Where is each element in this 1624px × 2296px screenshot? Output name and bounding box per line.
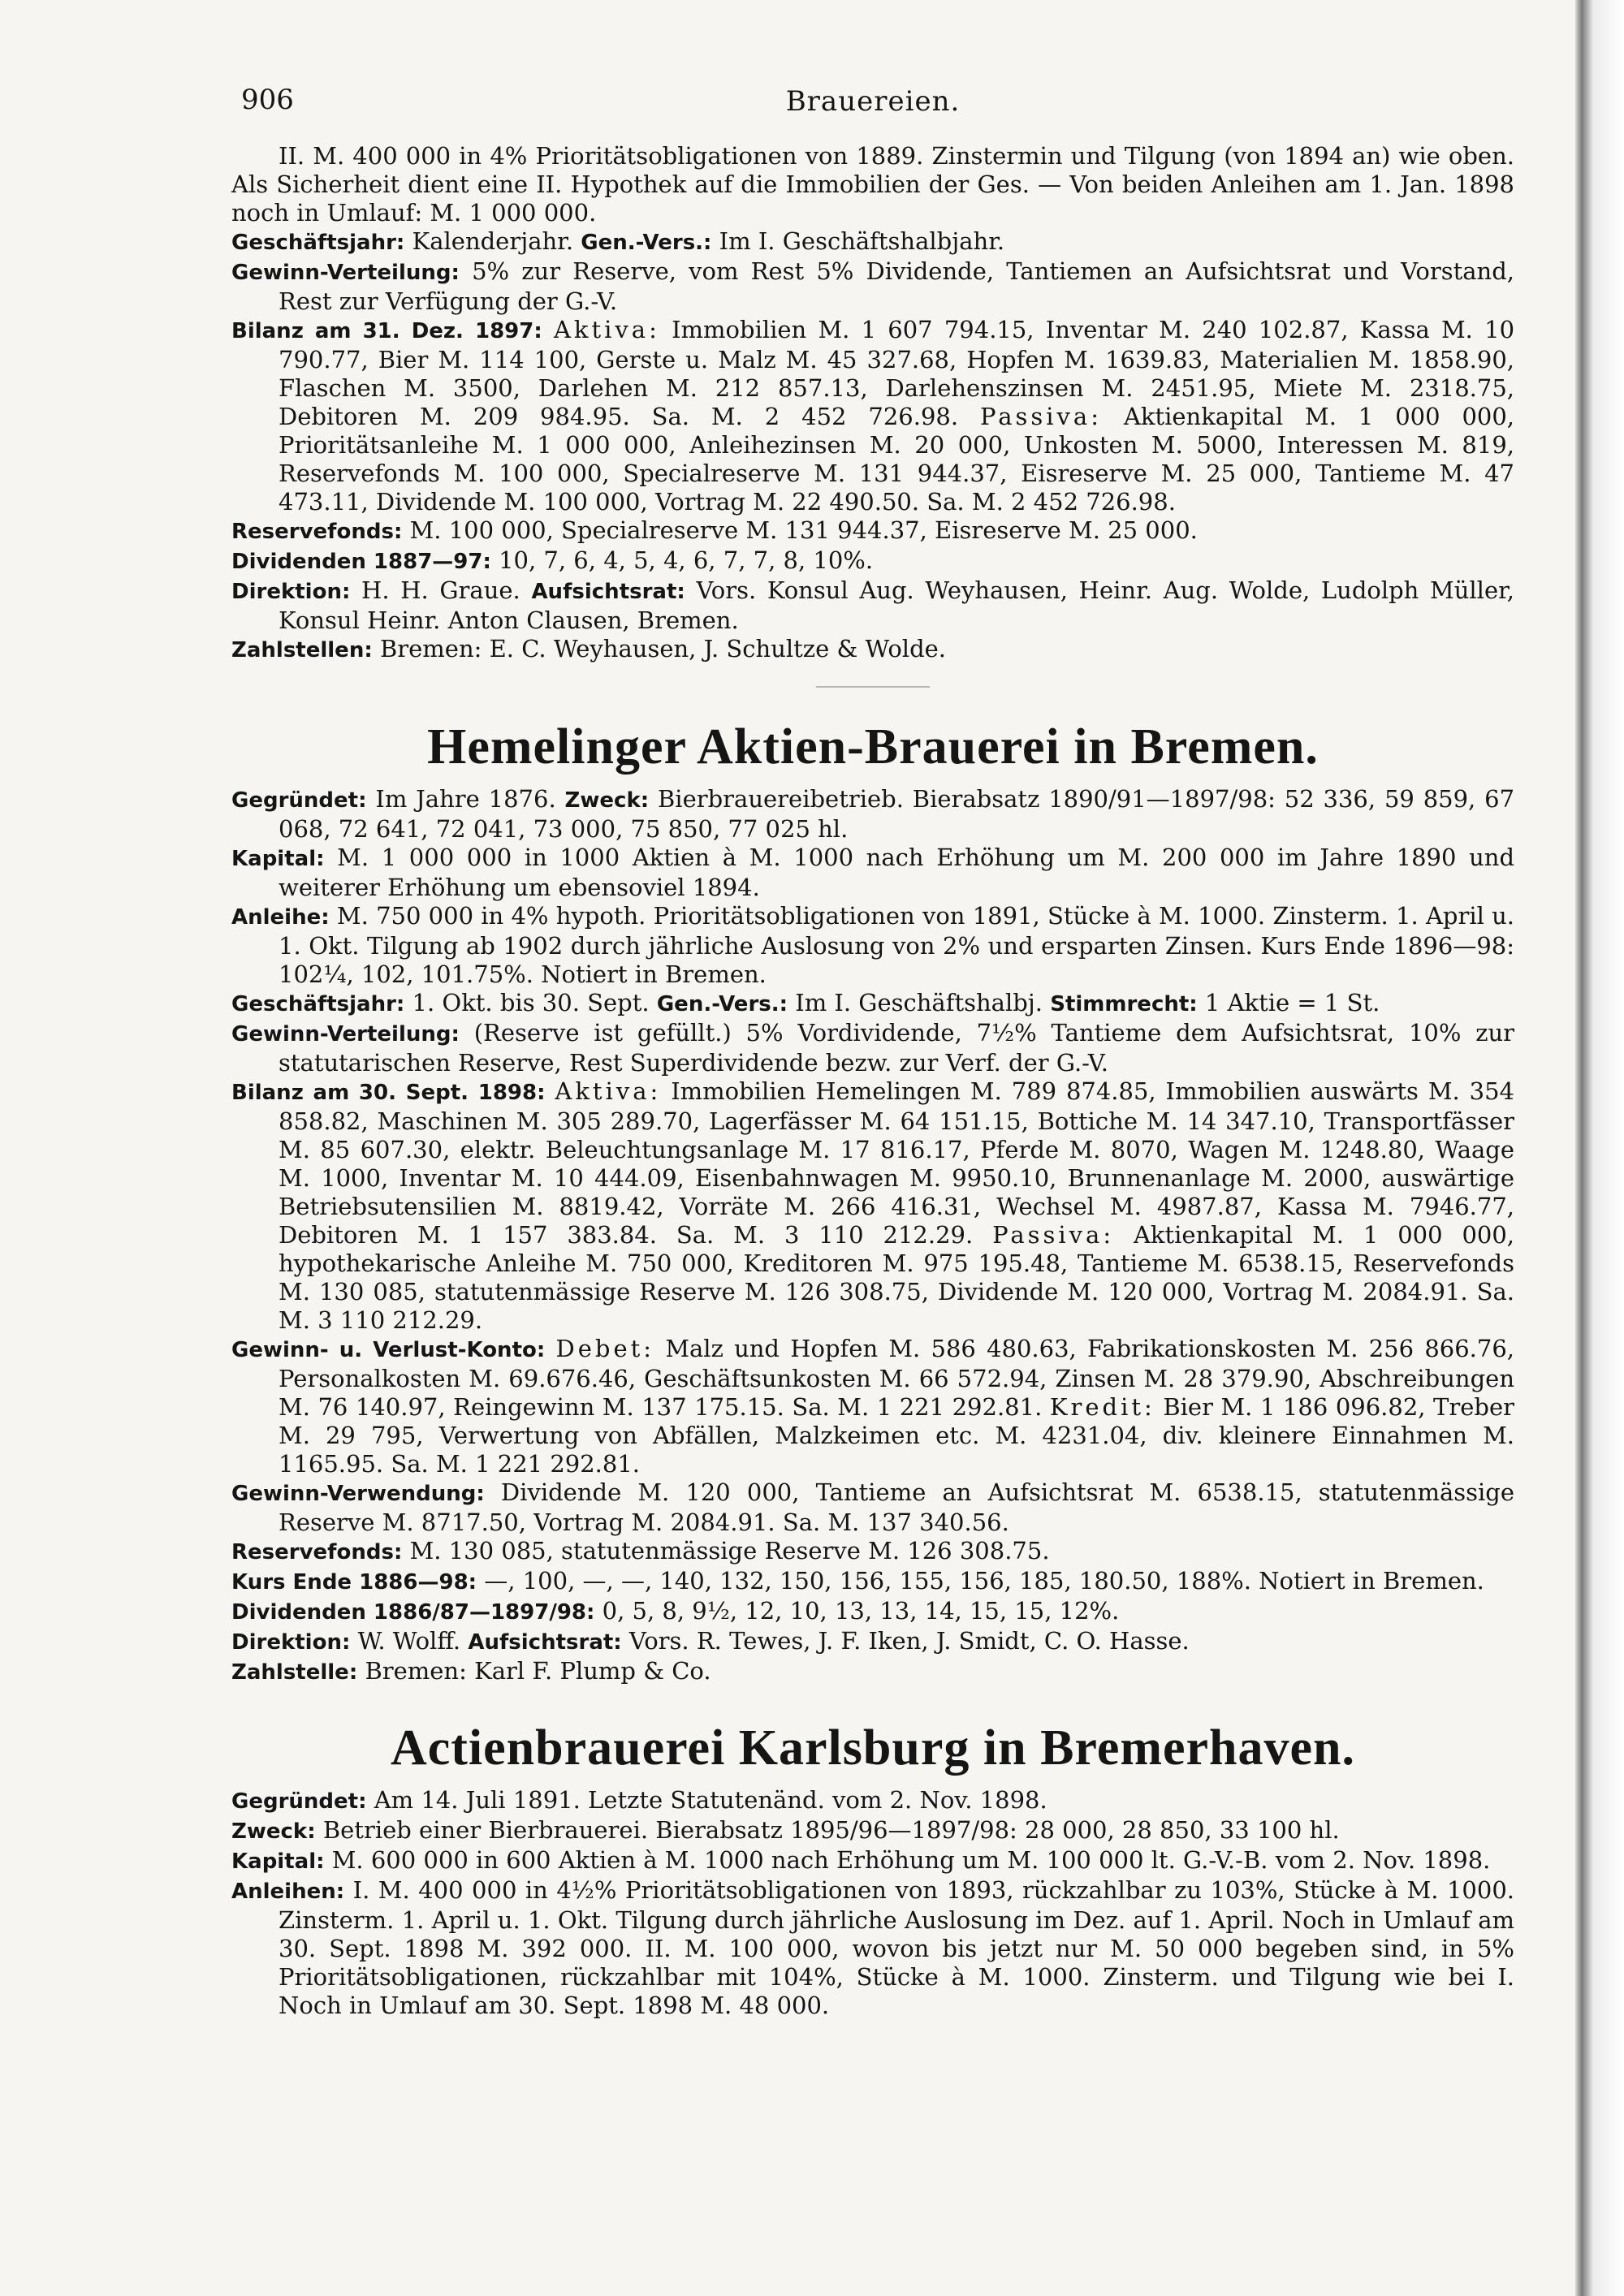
entry-paragraph: Bilanz am 30. Sept. 1898: Aktiva: Immobilien Hemelingen M. 789 874.85, Immobilien auswärts M. 354 858.82, Maschinen M. 305 289.70, Lagerfässer M. 64 151.15, Bottiche M. 14 347.10, Transportfässer M. 85 607.30, elektr. Beleuchtungsanlage M. 17 816.17, Pferde M. 8070, Wagen M. 1248.80, Waage M. 1000, Inventar M. 10 444.09, Eisenbahnwagen M. 9950.10, Brunnenanlage M. 2000, auswärtige Betriebsutensilien M. 8819.42, Vorräte M. 266 416.31, Wechsel M. 4987.87, Kassa M. 7946.77, Debitoren M. 1 157 383.84. Sa. M. 3 110 212.29. Passiva: Aktienkapital M. 1 000 000, hypothekarische Anleihe M. 750 000, Kreditoren M. 975 195.48, Tantieme M. 6538.15, Reservefonds M. 130 085, statutenmässige Reserve M. 126 308.75, Dividende M. 120 000, Vortrag M. 2084.91. Sa. M. 3 110 212.29.	[231, 1077, 1515, 1334]
section-divider	[816, 686, 930, 688]
entry-paragraph: Zahlstelle: Bremen: Karl F. Plump & Co.	[231, 1657, 711, 1685]
entry-paragraph: Gewinn-Verwendung: Dividende M. 120 000, Tantieme an Aufsichtsrat M. 6538.15, statutenmässige Reserve M. 8717.50, Vortrag M. 2084.91. Sa. M. 137 340.56.	[231, 1478, 1514, 1536]
field-label: Kapital:	[231, 1849, 325, 1874]
field-label: Anleihen:	[231, 1880, 345, 1904]
entry-paragraph: Kurs Ende 1886—98: —, 100, —, —, 140, 132, 150, 156, 155, 156, 185, 180.50, 188%. Notiert in Bremen.	[231, 1567, 1484, 1595]
field-label: Kapital:	[231, 847, 325, 871]
entry-paragraph: Gegründet: Am 14. Juli 1891. Letzte Statutenänd. vom 2. Nov. 1898.	[231, 1786, 1047, 1814]
entry-continuation	[231, 142, 1514, 665]
page-content	[231, 77, 1514, 2020]
entry-paragraph: Kapital: M. 600 000 in 600 Aktien à M. 1000 nach Erhöhung um M. 100 000 lt. G.-V.-B. vom 2. Nov. 1898.	[231, 1846, 1491, 1874]
field-label: Zweck:	[564, 788, 650, 813]
entry-paragraph: Gewinn- u. Verlust-Konto: Debet: Malz und Hopfen M. 586 480.63, Fabrikationskosten M. 256 866.76, Personalkosten M. 69.676.46, Geschäftsunkosten M. 66 572.94, Zinsen M. 28 379.90, Abschreibungen M. 76 140.97, Reingewinn M. 137 175.15. Sa. M. 1 221 292.81. Kredit: Bier M. 1 186 096.82, Treber M. 29 795, Verwertung von Abfällen, Malzkeimen etc. M. 4231.04, div. kleinere Einnahmen M. 1165.95. Sa. M. 1 221 292.81.	[231, 1335, 1515, 1478]
field-label: Gegründet:	[231, 1789, 367, 1814]
field-label: Stimmrecht:	[1050, 992, 1198, 1016]
entry-paragraph: Reservefonds: M. 130 085, statutenmässige Reserve M. 126 308.75.	[231, 1537, 1050, 1564]
field-label: Dividenden 1887—97:	[231, 550, 491, 574]
entry-paragraph: Anleihen: I. M. 400 000 in 4½% Prioritätsobligationen von 1893, rückzahlbar zu 103%, Stücke à M. 1000. Zinsterm. 1. April u. 1. Okt. Tilgung durch jährliche Auslosung im Dez. auf 1. April. Noch in Umlauf am 30. Sept. 1898 M. 392 000. II. M. 100 000, wovon bis jetzt nur M. 50 000 begeben sind, in 5% Prioritätsobligationen, rückzahlbar mit 104%, Stücke à M. 1000. Zinsterm. und Tilgung wie bei I. Noch in Umlauf am 30. Sept. 1898 M. 48 000.	[231, 1876, 1514, 2019]
entry-paragraph: Kapital: M. 1 000 000 in 1000 Aktien à M. 1000 nach Erhöhung um M. 200 000 im Jahre 1890 und weiterer Erhöhung um ebensoviel 1894.	[231, 844, 1515, 901]
paragraph-text: II. M. 400 000 in 4% Prioritätsobligationen von 1889. Zinstermin und Tilgung (von 1894 an) wie oben. Als Sicherheit dient eine II. Hypothek auf die Immobilien der Ges. — Von beiden Anleihen am 1. Jan. 1898 noch in Umlauf: M. 1 000 000.	[231, 142, 1514, 227]
company-title: Hemelinger Aktien-Brauerei in Bremen.	[427, 719, 1319, 775]
page-edge-shadow	[1575, 0, 1624, 2296]
field-label: Zweck:	[231, 1819, 316, 1844]
field-label: Geschäftsjahr:	[231, 231, 405, 255]
field-label: Geschäftsjahr:	[231, 992, 405, 1016]
field-label: Anleihe:	[231, 905, 330, 930]
entry-hemelinger	[231, 719, 1514, 1687]
entry-paragraph: Gewinn-Verteilung: (Reserve ist gefüllt.) 5% Vordividende, 7½% Tantieme dem Aufsichtsrat, 10% zur statutarischen Reserve, Rest Superdividende bezw. zur Verf. der G.-V.	[231, 1019, 1515, 1077]
field-label: Gewinn-Verteilung:	[231, 261, 460, 285]
page-number: 906	[241, 84, 294, 116]
field-label: Gewinn-Verteilung:	[231, 1022, 460, 1047]
entry-paragraph: Zweck: Betrieb einer Bierbrauerei. Bierabsatz 1895/96—1897/98: 28 000, 28 850, 33 100 hl.	[231, 1816, 1340, 1844]
entry-paragraph: Geschäftsjahr: Kalenderjahr. Gen.-Vers.: Im I. Geschäftshalbjahr.	[231, 227, 1005, 255]
entry-paragraph	[231, 142, 1514, 227]
field-label: Aufsichtsrat:	[468, 1630, 622, 1655]
entry-paragraph: Gewinn-Verteilung: 5% zur Reserve, vom Rest 5% Dividende, Tantiemen an Aufsichtsrat und Vorstand, Rest zur Verfügung der G.-V.	[231, 257, 1515, 315]
field-label: Gen.-Vers.:	[581, 231, 712, 255]
entry-paragraph: Dividenden 1887—97: 10, 7, 6, 4, 5, 4, 6, 7, 7, 8, 10%.	[231, 546, 874, 574]
entry-paragraph: Reservefonds: M. 100 000, Specialreserve M. 131 944.37, Eisreserve M. 25 000.	[231, 516, 1198, 544]
company-title: Actienbrauerei Karlsburg in Bremerhaven.	[390, 1720, 1356, 1776]
running-head: Brauereien.	[785, 85, 961, 118]
field-label: Zahlstelle:	[231, 1660, 358, 1685]
entry-karlsburg	[231, 1720, 1514, 2020]
field-label: Bilanz am 31. Dez. 1897:	[231, 319, 542, 343]
field-label: Gewinn- u. Verlust-Konto:	[231, 1338, 546, 1362]
field-label: Direktion:	[231, 1630, 351, 1655]
entry-paragraph: Direktion: W. Wolff. Aufsichtsrat: Vors. R. Tewes, J. F. Iken, J. Smidt, C. O. Hasse.	[231, 1627, 1190, 1655]
entry-paragraph: Geschäftsjahr: 1. Okt. bis 30. Sept. Gen.-Vers.: Im I. Geschäftshalbj. Stimmrecht: 1 Aktie = 1 St.	[231, 989, 1380, 1016]
field-label: Zahlstellen:	[231, 638, 373, 662]
section-gap	[231, 1687, 1514, 1720]
page-header	[231, 77, 1514, 142]
field-label: Bilanz am 30. Sept. 1898:	[231, 1081, 546, 1105]
entry-paragraph: Dividenden 1886/87—1897/98: 0, 5, 8, 9½, 12, 10, 13, 13, 14, 15, 15, 12%.	[231, 1597, 1120, 1625]
field-label: Reservefonds:	[231, 520, 403, 544]
field-label: Kurs Ende 1886—98:	[231, 1570, 477, 1595]
field-label: Gegründet:	[231, 788, 367, 813]
field-label: Aufsichtsrat:	[531, 580, 685, 604]
entry-paragraph: Bilanz am 31. Dez. 1897: Aktiva: Immobilien M. 1 607 794.15, Inventar M. 240 102.87, Kassa M. 10 790.77, Bier M. 114 100, Gerste u. Malz M. 45 327.68, Hopfen M. 1639.83, Materialien M. 1858.90, Flaschen M. 3500, Darlehen M. 212 857.13, Darlehenszinsen M. 2451.95, Miete M. 2318.75, Debitoren M. 209 984.95. Sa. M. 2 452 726.98. Passiva: Aktienkapital M. 1 000 000, Prioritätsanleihe M. 1 000 000, Anleihezinsen M. 20 000, Unkosten M. 5000, Interessen M. 819, Reservefonds M. 100 000, Specialreserve M. 131 944.37, Eisreserve M. 25 000, Tantieme M. 47 473.11, Dividende M. 100 000, Vortrag M. 22 490.50. Sa. M. 2 452 726.98.	[231, 316, 1515, 516]
field-label: Reservefonds:	[231, 1540, 403, 1564]
entry-paragraph: Gegründet: Im Jahre 1876. Zweck: Bierbrauereibetrieb. Bierabsatz 1890/91—1897/98: 52 336, 59 859, 67 068, 72 641, 72 041, 73 000, 75 850, 77 025 hl.	[231, 785, 1515, 843]
entry-paragraph: Anleihe: M. 750 000 in 4% hypoth. Prioritätsobligationen von 1891, Stücke à M. 1000. Zinsterm. 1. April u. 1. Okt. Tilgung ab 1902 durch jährliche Auslosung von 2% und ersparten Zinsen. Kurs Ende 1896—98: 102¼, 102, 101.75%. Notiert in Bremen.	[231, 902, 1515, 988]
field-label: Dividenden 1886/87—1897/98:	[231, 1600, 595, 1625]
entry-paragraph: Direktion: H. H. Graue. Aufsichtsrat: Vors. Konsul Aug. Weyhausen, Heinr. Aug. Wolde, Ludolph Müller, Konsul Heinr. Anton Clausen, Bremen.	[231, 576, 1515, 634]
field-label: Direktion:	[231, 580, 351, 604]
entry-paragraph: Zahlstellen: Bremen: E. C. Weyhausen, J. Schultze & Wolde.	[231, 635, 947, 662]
field-label: Gen.-Vers.:	[656, 992, 788, 1016]
field-label: Gewinn-Verwendung:	[231, 1482, 485, 1506]
